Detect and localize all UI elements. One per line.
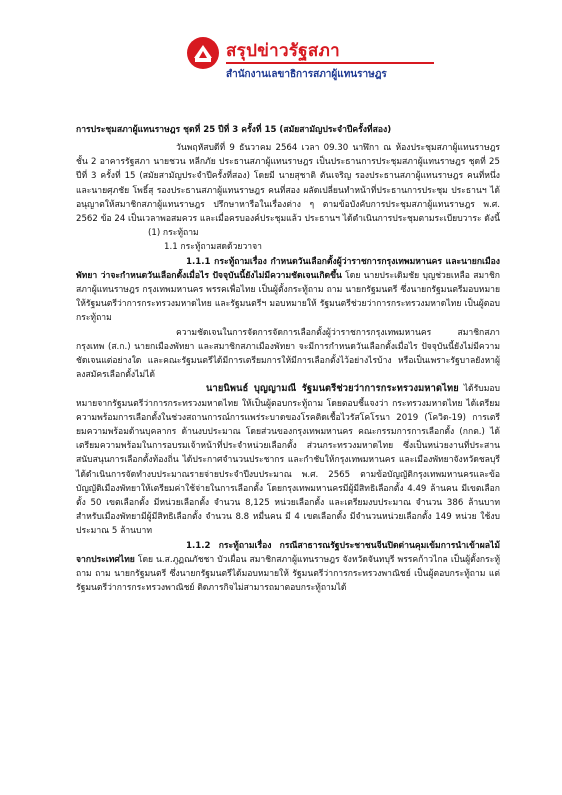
letterhead (186, 36, 436, 86)
question-2-paragraph (76, 539, 500, 596)
question-1-paragraph (76, 255, 500, 326)
question-2-heading: 1.1.2 กระทู้ถามเรื่อง กรณีสาธารณรัฐประชาชนจีนปิดด่านคุมเข้มการนำเข้าผลไม้จากประเทศไทย (76, 540, 500, 565)
intro-paragraph: วันพฤหัสบดีที่ 9 ธันวาคม 2564 เวลา 09.30 นาฬิกา ณ ห้องประชุมสภาผู้แทนราษฎร ชั้น 2 อาคารรัฐสภา นายชวน หลีกภัย ประธานสภาผู้แทนราษฎร เป็นประธานการประชุมสภาผู้แทนราษฎร ชุดที่ 25 ปีที่ 3 ครั้งที่ 15 (สมัยสามัญประจำปีครั้งที่สอง) โดยมี นายสุชาติ ตันเจริญ รองประธานสภาผู้แทนราษฎร คนที่หนึ่ง และนายศุภชัย โพธิ์สุ รองประธานสภาผู้แทนราษฎร คนที่สอง ผลัดเปลี่ยนทำหน้าที่ประธานการประชุม ประธานฯ ได้อนุญาตให้สมาชิกสภาผู้แทนราษฎร ปรึกษาหารือในเรื่องต่าง ๆ ตามข้อบังคับการประชุมสภาผู้แทนราษฎร พ.ศ. 2562 ข้อ 24 เป็นเวลาพอสมควร และเมื่อครบองค์ประชุมแล้ว ประธานฯ ได้ดำเนินการประชุมตามระเบียบวาระ ดังนี้ (76, 143, 500, 225)
section-heading-1-1: 1.1 กระทู้ถามสดด้วยวาจา (164, 242, 262, 253)
question-1-heading: 1.1.1 กระทู้ถามเรื่อง กำหนดวันเลือกตั้งผู้ว่าราชการกรุงเทพมหานคร และนายกเมืองพัทยา ว่าจะกำหนดวันเลือกตั้งเมื่อไร ปัจจุบันนี้ยังไม่มีความชัดเจนเกิดขึ้น (76, 256, 500, 281)
document-title: การประชุมสภาผู้แทนราษฎร ชุดที่ 25 ปีที่ 3 ครั้งที่ 15 (สมัยสามัญประจำปีครั้งที่สอง) (76, 125, 392, 135)
document-body (76, 122, 500, 596)
question-1-body: โดย นายประเดิมชัย บุญช่วยเหลือ สมาชิกสภาผู้แทนราษฎร กรุงเทพมหานคร พรรคเพื่อไทย เป็นผู้ตั้งกระทู้ถาม ถาม นายกรัฐมนตรี ซึ่งนายกรัฐมนตรีมอบหมายให้รัฐมนตรีว่าการกระทรวงมหาดไทย และรัฐมนตรีฯ มอบหมายให้ รัฐมนตรีช่วยว่าการกระทรวงมหาดไทย เป็นผู้ตอบกระทู้ถาม (76, 270, 500, 324)
brand-title: สรุปข่าวรัฐสภา (226, 41, 340, 61)
brand-subtitle: สำนักงานเลขาธิการสภาผู้แทนราษฎร (226, 69, 387, 80)
answer-1-body: ได้รับมอบหมายจากรัฐมนตรีว่าการกระทรวงมหาดไทย ให้เป็นผู้ตอบกระทู้ถาม โดยตอบชี้แจงว่า กระทรวงมหาดไทย ได้เตรียมความพร้อมการเลือกตั้งในช่วงสถานการณ์การแพร่ระบาดของโรคติดเชื้อไวรัสโคโรนา 2019 (โควิด-19) การเตรียมความพร้อมด้านบุคลากร ด้านงบประมาณ โดยส่วนของกรุงเทพมหานคร คณะกรรมการการเลือกตั้ง (กกต.) ได้เตรียมความพร้อมในการอบรมเจ้าหน้าที่ประจำหน่วยเลือกตั้ง ส่วนกระทรวงมหาดไทย ซึ่งเป็นหน่วยงานที่ประสานสนับสนุนการเลือกตั้งท้องถิ่น ได้ประกาศจำนวนประชากร และกำชับให้กรุงเทพมหานคร และเมืองพัทยาจังหวัดชลบุรี ได้ดำเนินการจัดทำงบประมาณรายจ่ายประจำปีงบประมาณ พ.ศ. 2565 ตามข้อบัญญัติกรุงเทพมหานครและข้อบัญญัติเมืองพัทยาให้เตรียมค่าใช้จ่ายในการเลือกตั้ง โดยกรุงเทพมหานครมีผู้มีสิทธิเลือกตั้ง 4.49 ล้านคน มีเขตเลือกตั้ง 50 เขตเลือกตั้ง มีหน่วยเลือกตั้ง จำนวน 8,125 หน่วยเลือกตั้ง และเตรียมงบประมาณ จำนวน 386 ล้านบาท สำหรับเมืองพัทยามีผู้มีสิทธิเลือกตั้ง จำนวน 8.8 หมื่นคน มี 4 เขตเลือกตั้ง มีจำนวนหน่วยเลือกตั้ง 149 หน่วย ใช้งบประมาณ 5 ล้านบาท (76, 384, 500, 537)
section-heading-1: (1) กระทู้ถาม (148, 228, 199, 239)
answer-1-speaker: นายนิพนธ์ บุญญามณี รัฐมนตรีช่วยว่าการกระทรวงมหาดไทย (206, 383, 459, 395)
question-2-body: โดย น.ส.ภูฏณภัชชา บัวเผื่อน สมาชิกสภาผู้แทนราษฎร จังหวัดจันทบุรี พรรคก้าวไกล เป็นผู้ตั้งกระทู้ถาม ถาม นายกรัฐมนตรี ซึ่งนายกรัฐมนตรีได้มอบหมายให้ รัฐมนตรีว่าการกระทรวงพาณิชย์ เป็นผู้ตอบกระทู้ถาม แต่รัฐมนตรีว่าการกระทรวงพาณิชย์ ติดภารกิจไม่สามารถมาตอบกระทู้ถามได้ (76, 554, 500, 594)
question-1-detail: ความชัดเจนในการจัดการจัดการเลือกตั้งผู้ว่าราชการกรุงเทพมหานคร สมาชิกสภากรุงเทพ (ส.ก.) นายกเมืองพัทยา และสมาชิกสภาเมืองพัทยา จะมีการกำหนดวันเลือกตั้งเมื่อไร ปัจจุบันนี้ยังไม่มีความชัดเจนแต่อย่างใด และคณะรัฐมนตรีได้มีการเตรียมการให้มีการเลือกตั้งไว้อย่างไรบ้าง หรือเป็นเพราะรัฐบาลยังหาผู้ลงสมัครเลือกตั้งไม่ได้ (76, 327, 500, 381)
answer-1-paragraph (76, 382, 500, 538)
brand-divider (226, 62, 434, 64)
parliament-seal-icon (186, 36, 220, 70)
